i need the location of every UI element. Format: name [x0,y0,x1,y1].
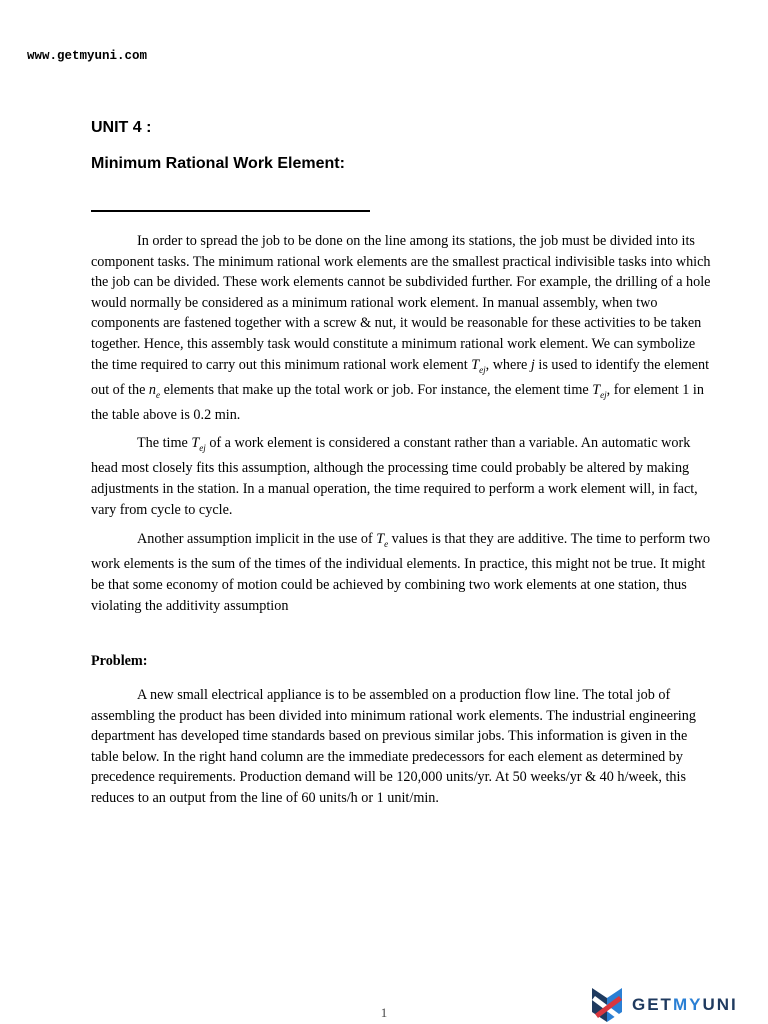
subscript-ej: ej [600,389,607,400]
logo-text-uni: UNI [702,995,738,1014]
text: Another assumption implicit in the use of [137,531,377,547]
unit-title: UNIT 4 : [91,119,152,136]
title-underline [91,210,370,212]
text: values is that they are additive. The time to perform two work elements is the sum of the times of the individual elements. In practice, this might not be true. It might be that some economy of motion could be achieved by combining two work elements at one station, thus violating the additivity assumption [91,531,711,614]
text: , where [485,356,531,373]
symbol-t: T [592,381,601,398]
subscript-e: e [384,538,389,549]
text: is used to identify the element out of the [91,356,710,398]
text: of a work element is considered a constant rather than a variable. An automatic work head most closely fits this assumption, although the processing time could probably be altered by making adjustments in the station. In a manual operation, the time required to perform a work element will, in fact, vary from cycle to cycle. [91,435,698,518]
subscript-e: e [156,389,161,400]
logo-text-my: MY [672,995,703,1014]
symbol-n: n [148,381,157,398]
getmyuni-logo-icon [592,988,622,1022]
subscript-ej: ej [479,364,486,375]
paragraph-1 [91,231,711,426]
text: In order to spread the job to be done on the line among its stations, the job must be divided into its component tasks. The minimum rational work elements are the smallest practical indivisible tasks into which the job can be divided. These work elements cannot be subdivided further. For example, the drilling of a hole would normally be considered as a minimum rational work element. In manual assembly, when two components are fastened together with a screw & nut, it would be reasonable for these activities to be taken together. Hence, this assembly task would constitute a minimum rational work element. We can symbolize the time required to carry out this minimum rational work element [91,233,711,373]
text: elements that make up the total work or job. For instance, the element time [160,381,593,398]
site-url[interactable]: www.getmyuni.com [27,49,148,63]
symbol-j: j [530,356,535,373]
logo-text [632,995,738,1015]
text: A new small electrical appliance is to be assembled on a production flow line. The total job of assembling the product has been divided into minimum rational work elements. The industrial engineering department has developed time standards based on previous similar jobs. This information is given in the table below. In the right hand column are the immediate predecessors for each element as determined by precedence requirements. Production demand will be 120,000 units/yr. At 50 weeks/yr & 40 h/week, this reduces to an output from the line of 60 units/h or 1 unit/min. [91,687,696,806]
symbol-t: T [376,531,385,547]
subscript-ej: ej [199,442,206,453]
logo-text-get: GET [632,995,673,1014]
symbol-t: T [191,435,200,451]
text: , for element 1 in the table above is 0.2 min. [91,381,704,424]
symbol-t: T [471,356,480,373]
problem-heading: Problem: [91,653,148,669]
page-number: 1 [380,1005,388,1020]
paragraph-problem [91,685,711,809]
section-title: Minimum Rational Work Element: [91,155,345,172]
getmyuni-logo[interactable] [592,986,738,1024]
text: The time [137,435,192,451]
paragraph-2 [91,433,711,520]
paragraph-3 [91,529,711,616]
